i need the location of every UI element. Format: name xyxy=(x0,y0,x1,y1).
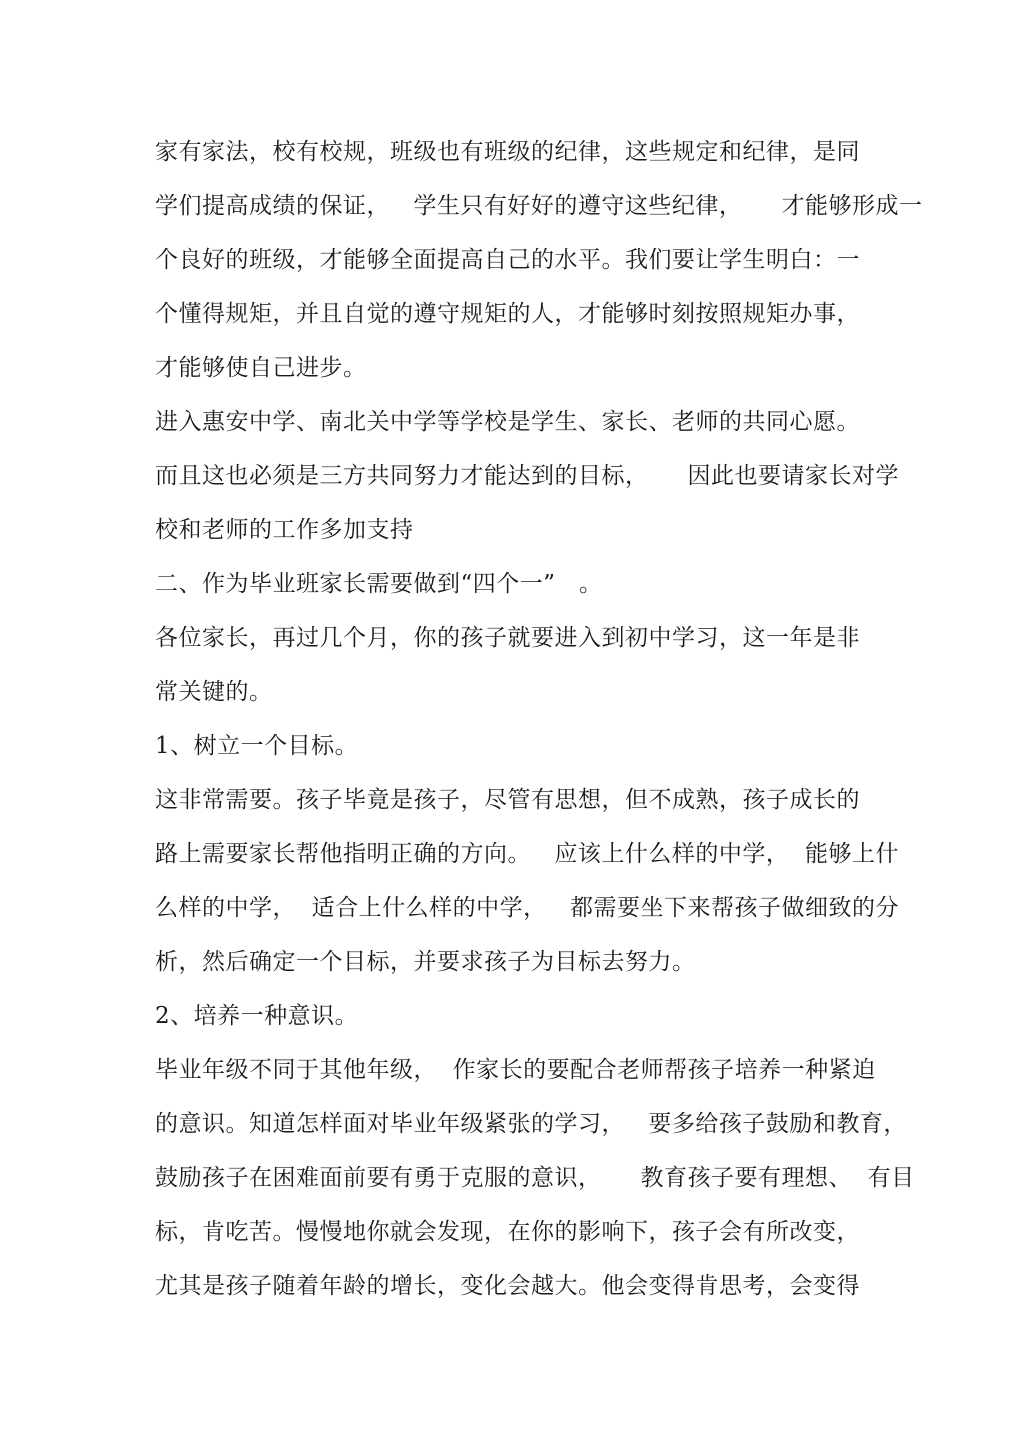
text-line: 学们提高成绩的保证， 学生只有好好的遵守这些纪律， 才能够形成一 xyxy=(155,193,923,219)
text-line: 尤其是孩子随着年龄的增长，变化会越大。他会变得肯思考，会变得 xyxy=(155,1273,860,1299)
text-line: 析，然后确定一个目标，并要求孩子为目标去努力。 xyxy=(155,949,696,975)
text-line: 路上需要家长帮他指明正确的方向。 应该上什么样的中学， 能够上什 xyxy=(155,841,900,867)
subsection-heading: 1、树立一个目标。 xyxy=(155,733,359,759)
section-heading: 二、作为毕业班家长需要做到“四个一” 。 xyxy=(155,571,603,597)
text-line: 标，肯吃苦。慢慢地你就会发现，在你的影响下，孩子会有所改变， xyxy=(155,1219,860,1245)
text-line: 么样的中学， 适合上什么样的中学， 都需要坐下来帮孩子做细致的分 xyxy=(155,895,900,921)
text-line: 的意识。知道怎样面对毕业年级紧张的学习， 要多给孩子鼓励和教育， xyxy=(155,1111,907,1137)
text-line: 这非常需要。孩子毕竟是孩子，尽管有思想，但不成熟，孩子成长的 xyxy=(155,787,860,813)
text-line: 校和老师的工作多加支持 xyxy=(155,517,414,543)
text-line: 而且这也必须是三方共同努力才能达到的目标， 因此也要请家长对学 xyxy=(155,463,900,489)
text-line: 进入惠安中学、南北关中学等学校是学生、家长、老师的共同心愿。 xyxy=(155,409,860,435)
text-line: 个懂得规矩，并且自觉的遵守规矩的人，才能够时刻按照规矩办事， xyxy=(155,301,860,327)
text-line: 家有家法，校有校规，班级也有班级的纪律，这些规定和纪律，是同 xyxy=(155,139,860,165)
text-line: 鼓励孩子在困难面前要有勇于克服的意识， 教育孩子要有理想、 有目 xyxy=(155,1165,915,1191)
text-line: 才能够使自己进步。 xyxy=(155,355,367,381)
subsection-heading: 2、培养一种意识。 xyxy=(155,1003,359,1029)
text-line: 毕业年级不同于其他年级， 作家长的要配合老师帮孩子培养一种紧迫 xyxy=(155,1057,876,1083)
text-line: 个良好的班级，才能够全面提高自己的水平。我们要让学生明白：一 xyxy=(155,247,860,273)
text-line: 常关键的。 xyxy=(155,679,273,705)
text-line: 各位家长，再过几个月，你的孩子就要进入到初中学习，这一年是非 xyxy=(155,625,860,651)
